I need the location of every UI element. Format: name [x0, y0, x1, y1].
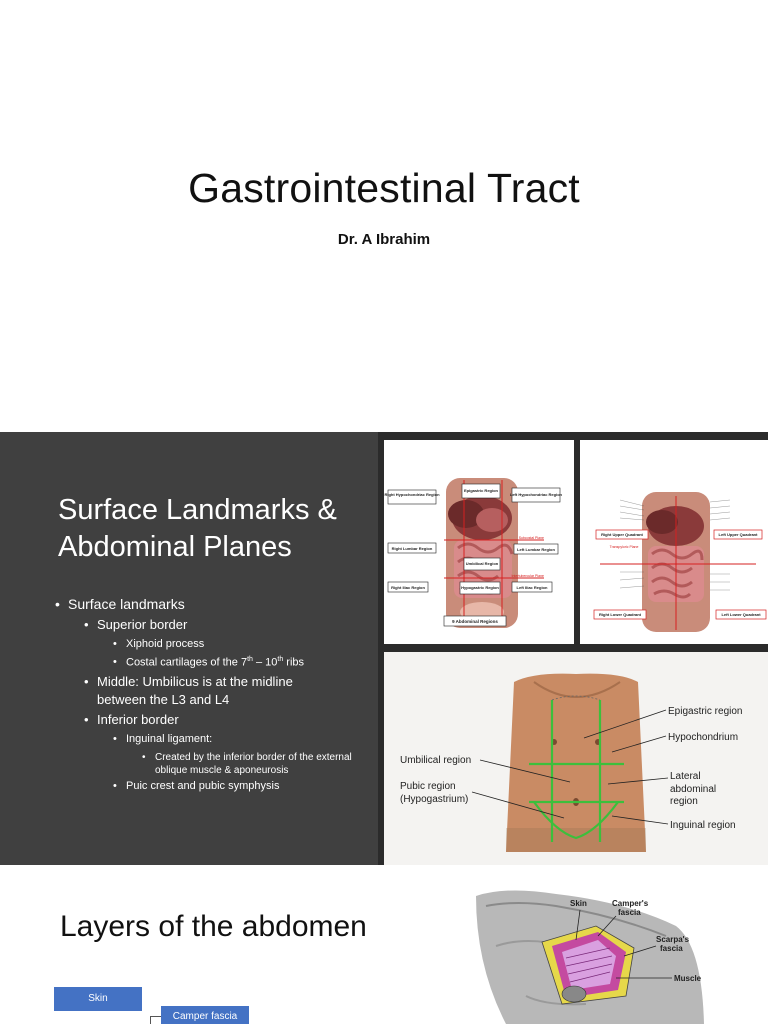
label-right-iliac: Right Iliac Region	[391, 585, 425, 590]
bullet-superior-border: • Superior border	[97, 617, 187, 632]
label-hypochondrium: Hypochondrium	[668, 732, 739, 743]
bullet-middle: • Middle: Umbilicus is at the midline between the L3 and L4	[97, 673, 337, 709]
bullet-costal	[126, 656, 304, 669]
bullet-created-by: • Created by the inferior border of the external oblique muscle & aponeurosis	[155, 751, 355, 777]
label-rlq: Right Lower Quadrant	[599, 612, 641, 617]
skin-box: Skin	[54, 987, 142, 1011]
slide-heading	[58, 492, 358, 566]
label-lateral-1: Lateral	[670, 771, 701, 782]
label-intertubercular: Intertubercular Plane	[511, 574, 544, 578]
costal-text: Costal cartilages of the 7	[126, 656, 248, 669]
drawing-label-camper-1: Camper's	[612, 899, 649, 908]
slide-author: Dr. A Ibrahim	[337, 231, 431, 248]
label-lateral-2: abdominal	[670, 784, 717, 795]
torso-regions-photo	[384, 652, 768, 865]
abdominal-layers-drawing	[466, 886, 708, 1024]
drawing-label-scarpa-2: fascia	[660, 944, 683, 953]
label-umbilical: Umbilical Region	[465, 561, 499, 566]
connector-line	[150, 1016, 161, 1024]
slide-title: Gastrointestinal Tract	[188, 165, 580, 211]
four-quadrants-diagram	[580, 440, 768, 644]
regions-caption: 9 Abdominal Regions	[452, 619, 498, 624]
drawing-label-camper-2: fascia	[618, 908, 641, 917]
label-left-lumbar: Left Lumbar Region	[517, 547, 555, 552]
bullet-xiphoid: • Xiphoid process	[126, 638, 204, 650]
label-inguinal-region: Inguinal region	[670, 820, 736, 831]
label-luq: Left Upper Quadrant	[718, 532, 758, 537]
label-umbilical-region: Umbilical region	[400, 755, 472, 766]
label-left-iliac: Left Iliac Region	[516, 585, 548, 590]
label-left-hypochondriac: Left Hypochondriac Region	[509, 492, 563, 497]
camper-box: Camper fascia	[161, 1006, 249, 1024]
label-llq: Left Lower Quadrant	[721, 612, 761, 617]
heading-line-1: Surface Landmarks &	[58, 494, 337, 526]
heading-line-2: Abdominal Planes	[58, 531, 292, 563]
label-lateral-3: region	[670, 796, 698, 807]
label-ruq: Right Upper Quadrant	[601, 532, 643, 537]
label-subcostal: Subcostal Plane	[518, 536, 544, 540]
label-transpyloric: Transpyloric Plane	[609, 545, 639, 549]
label-pubic-2: (Hypogastrium)	[400, 794, 469, 805]
costal-suffix: ribs	[283, 656, 305, 669]
label-right-lumbar: Right Lumbar Region	[391, 546, 433, 551]
layers-heading: Layers of the abdomen	[60, 910, 367, 943]
costal-sup-2: th	[277, 656, 284, 663]
label-epigastric: Epigastric Region	[463, 488, 499, 493]
label-epigastric-region: Epigastric region	[668, 706, 743, 717]
drawing-label-skin: Skin	[570, 899, 587, 908]
title-slide	[0, 0, 768, 432]
bullet-pubic: • Puic crest and pubic symphysis	[126, 780, 279, 792]
nine-regions-diagram	[384, 440, 574, 644]
bullet-surface-landmarks: • Surface landmarks	[68, 596, 185, 612]
drawing-label-muscle: Muscle	[674, 974, 702, 983]
label-hypogastric: Hypogastric Region	[461, 585, 499, 590]
label-pubic-1: Pubic region	[400, 781, 456, 792]
costal-sup-1: th	[247, 656, 253, 663]
label-right-hypochondriac: Right Hypochondriac Region	[384, 492, 440, 497]
drawing-label-scarpa-1: Scarpa's	[656, 935, 690, 944]
bullet-inguinal-ligament: • Inguinal ligament:	[126, 733, 212, 745]
text-panel	[0, 432, 378, 865]
bullet-inferior-border: • Inferior border	[97, 712, 179, 727]
costal-mid: – 10	[252, 656, 278, 669]
